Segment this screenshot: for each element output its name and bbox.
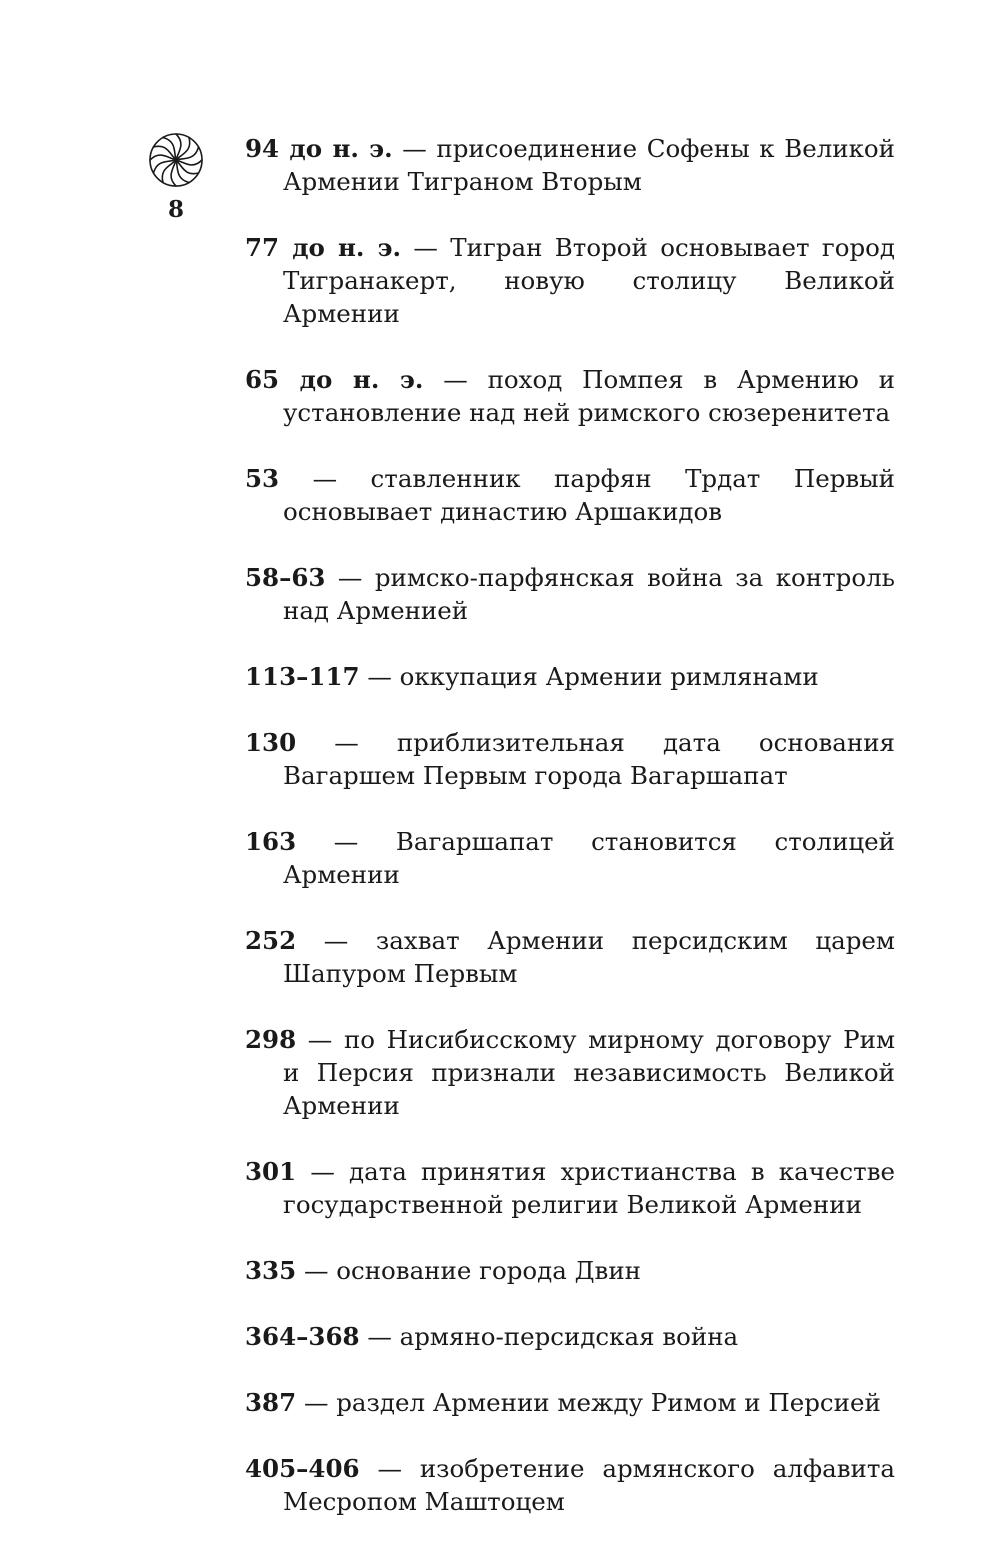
timeline-entry <box>245 924 895 990</box>
timeline-entry <box>245 1320 895 1353</box>
entry-date: 405–406 <box>245 1454 360 1483</box>
entry-text: — Тигран Второй основывает город Тигранакерт, новую столицу Великой Армении <box>283 233 895 328</box>
entry-date: 113–117 <box>245 662 360 691</box>
timeline-entry <box>245 660 895 693</box>
entry-text: — по Нисибисскому мирному договору Рим и Персия признали независимость Великой Армении <box>283 1025 895 1120</box>
timeline-entry <box>245 1386 895 1419</box>
timeline-entry <box>245 1452 895 1518</box>
armenian-eternity-sign-icon <box>148 132 204 188</box>
entry-date: 387 <box>245 1388 297 1417</box>
timeline-entry <box>245 363 895 429</box>
timeline-entry <box>245 231 895 330</box>
entry-text: — Вагаршапат становится столицей Армении <box>283 827 895 889</box>
entry-text: — основание города Двин <box>296 1256 641 1285</box>
entry-date: 335 <box>245 1256 297 1285</box>
entry-text: — армяно-персидская война <box>359 1322 739 1351</box>
entry-text: — приблизительная дата основания Вагаршем Первым города Вагаршапат <box>283 728 895 790</box>
entry-date: 77 до н. э. <box>245 233 402 262</box>
entry-text: — римско-парфянская война за контроль над Арменией <box>283 563 895 625</box>
entry-text: — поход Помпея в Армению и установление над ней римского сюзеренитета <box>283 365 895 427</box>
entry-text: — изобретение армянского алфавита Месропом Маштоцем <box>283 1454 895 1516</box>
entry-date: 130 <box>245 728 297 757</box>
entry-text: — оккупация Армении римлянами <box>359 662 819 691</box>
entry-date: 58–63 <box>245 563 326 592</box>
entry-text: — захват Армении персидским царем Шапуром Первым <box>283 926 895 988</box>
timeline-entry <box>245 1023 895 1122</box>
entry-date: 301 <box>245 1157 297 1186</box>
timeline-entry <box>245 825 895 891</box>
entry-text: — дата принятия христианства в качестве государственной религии Великой Армении <box>283 1157 895 1219</box>
timeline-entry <box>245 1254 895 1287</box>
timeline-entry <box>245 132 895 198</box>
entry-date: 163 <box>245 827 297 856</box>
timeline-entry <box>245 561 895 627</box>
entry-date: 94 до н. э. <box>245 134 393 163</box>
chronology-list <box>245 132 895 1518</box>
entry-date: 298 <box>245 1025 297 1054</box>
entry-text: — присоединение Софены к Великой Армении Тиграном Вторым <box>283 134 895 196</box>
timeline-entry <box>245 1155 895 1221</box>
entry-date: 252 <box>245 926 297 955</box>
entry-date: 65 до н. э. <box>245 365 424 394</box>
entry-text: — ставленник парфян Трдат Первый основывает династию Аршакидов <box>279 464 895 526</box>
entry-text: — раздел Армении между Римом и Персией <box>296 1388 881 1417</box>
timeline-entry <box>245 726 895 792</box>
timeline-entry <box>245 462 895 528</box>
entry-date: 364–368 <box>245 1322 360 1351</box>
page-number: 8 <box>167 196 184 223</box>
entry-date: 53 <box>245 464 280 493</box>
